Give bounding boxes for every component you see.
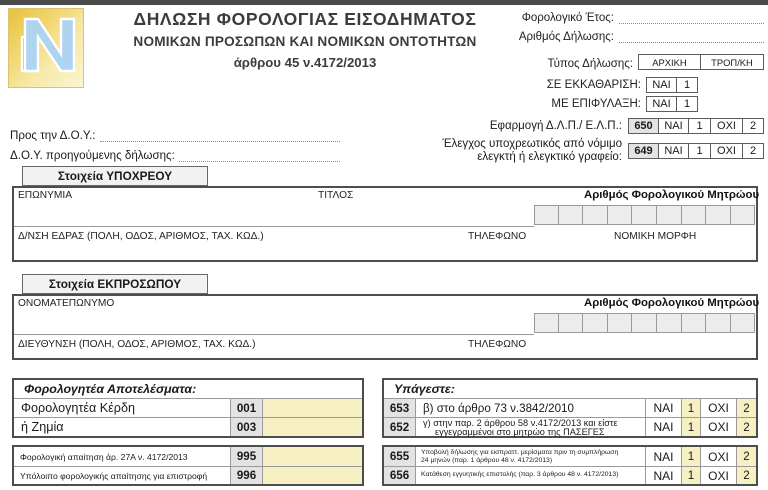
declaration-type-row — [512, 51, 764, 70]
reservation-options — [646, 96, 698, 112]
liquidation-row — [512, 76, 764, 94]
obligor-afm-grid[interactable] — [534, 205, 755, 225]
afm-cell[interactable] — [632, 313, 657, 333]
tax-claim-27a-label: Φορολογική απαίτηση άρ. 27Α ν. 4172/2013 — [14, 447, 231, 467]
obligor-legalform-label: ΝΟΜΙΚΗ ΜΟΡΦΗ — [614, 231, 697, 242]
mandatory-audit-options — [628, 143, 764, 159]
declaration-number-row — [512, 27, 764, 46]
submission-code-655: 655 — [384, 447, 416, 467]
submission-655-yes[interactable]: ΝΑΙ — [646, 447, 682, 467]
representative-divider — [14, 334, 534, 335]
declaration-type-label: Τύπος Δήλωσης: — [547, 58, 633, 70]
subject-to-653-no[interactable]: ΟΧΙ — [701, 399, 737, 418]
mandatory-audit-label-line2: ελεγκτή ή ελεγκτικό γραφείο: — [477, 151, 622, 163]
submission-code-656: 656 — [384, 467, 416, 484]
form-title-line3: άρθρου 45 ν.4172/2013 — [233, 55, 377, 70]
subject-to-652-label-line1: γ) στην παρ. 2 άρθρου 58 ν.4172/2013 και είστε — [423, 418, 618, 428]
obligor-address-label: Δ/ΝΣΗ ΕΔΡΑΣ (ΠΟΛΗ, ΟΔΟΣ, ΑΡΙΘΜΟΣ, ΤΑΧ. ΚΩΔ.) — [18, 231, 264, 242]
mandatory-audit-yes[interactable]: ΝΑΙ — [658, 143, 688, 159]
doy-previous-label: Δ.Ο.Υ. προηγούμενης δήλωσης: — [10, 149, 175, 162]
obligor-title-label: ΤΙΤΛΟΣ — [318, 190, 354, 201]
submission-655-label-line1: Υποβολή δήλωσης για εισπραττ. μερίσματα πριν τη συμπλήρωση — [421, 449, 619, 456]
submission-655-no-code[interactable]: 2 — [737, 447, 756, 467]
subject-to-653-no-code[interactable]: 2 — [737, 399, 756, 418]
declaration-type-options — [638, 54, 764, 70]
declaration-type-amended-option[interactable]: ΤΡΟΠ/ΚΗ — [700, 54, 764, 70]
table-row — [14, 399, 362, 418]
table-row — [14, 467, 362, 484]
mandatory-audit-no-code[interactable]: 2 — [742, 143, 764, 159]
subject-to-652-yes[interactable]: ΝΑΙ — [646, 418, 682, 436]
obligor-phone-label: ΤΗΛΕΦΩΝΟ — [468, 231, 527, 242]
subject-to-table — [382, 378, 758, 438]
doy-current-row — [10, 122, 340, 142]
subject-to-652-label-line2: εγγεγραμμένοι στο μητρώο της ΠΑΣΕΓΕΣ — [435, 427, 605, 438]
subject-to-653-label: β) στο άρθρο 73 ν.3842/2010 — [416, 399, 646, 418]
tax-year-input[interactable] — [619, 12, 764, 24]
afm-cell[interactable] — [559, 313, 584, 333]
dlp-elp-no-code[interactable]: 2 — [742, 118, 764, 134]
afm-cell[interactable] — [559, 205, 584, 225]
afm-cell[interactable] — [731, 313, 756, 333]
obligor-afm-label: Αριθμός Φορολογικού Μητρώου — [584, 189, 760, 201]
declaration-type-initial-option[interactable]: ΑΡΧΙΚΗ — [638, 54, 700, 70]
liquidation-yes-cell[interactable]: ΝΑΙ — [646, 77, 676, 93]
liquidation-options — [646, 77, 698, 93]
taxable-profit-label: Φορολογητέα Κέρδη — [14, 399, 231, 418]
doy-fields — [10, 122, 340, 162]
tax-claim-refund-label: Υπόλοιπο φορολογικής απαίτησης για επιστροφή — [14, 467, 231, 484]
taxable-results-title: Φορολογητέα Αποτελέσματα: — [14, 380, 362, 399]
subject-to-652-yes-code[interactable]: 1 — [682, 418, 701, 436]
obligor-name-label: ΕΠΩΝΥΜΙΑ — [18, 190, 73, 201]
afm-cell[interactable] — [682, 313, 707, 333]
taxable-results-table — [12, 378, 364, 438]
table-row — [384, 418, 756, 436]
submission-655-yes-code[interactable]: 1 — [682, 447, 701, 467]
submission-656-label: Κατάθεση εγγυητικής επιστολής (παρ. 3 άρθρου 48 ν. 4172/2013) — [416, 467, 646, 484]
mandatory-audit-no[interactable]: ΟΧΙ — [710, 143, 742, 159]
representative-address-label: ΔΙΕΥΘΥΝΣΗ (ΠΟΛΗ, ΟΔΟΣ, ΑΡΙΘΜΟΣ, ΤΑΧ. ΚΩΔ.) — [18, 339, 256, 350]
afm-cell[interactable] — [608, 313, 633, 333]
doy-previous-input[interactable] — [179, 150, 340, 162]
subject-to-code-652: 652 — [384, 418, 416, 436]
taxable-loss-label: ή Ζημία — [14, 418, 231, 436]
representative-afm-grid[interactable] — [534, 313, 755, 333]
representative-section-tab: Στοιχεία ΕΚΠΡΟΣΩΠΟΥ — [22, 274, 208, 294]
tax-claim-refund-code: 996 — [231, 467, 263, 484]
afm-cell[interactable] — [534, 205, 559, 225]
afm-cell[interactable] — [608, 205, 633, 225]
doy-current-input[interactable] — [100, 130, 340, 142]
reservation-label: ΜΕ ΕΠΙΦΥΛΑΞΗ: — [551, 98, 641, 110]
submission-656-yes[interactable]: ΝΑΙ — [646, 467, 682, 484]
subject-to-653-yes[interactable]: ΝΑΙ — [646, 399, 682, 418]
mandatory-audit-label-line1: Έλεγχος υποχρεωτικός από νόμιμο — [442, 138, 622, 150]
application-checks — [330, 118, 764, 168]
doy-previous-row — [10, 142, 340, 162]
submission-655-no[interactable]: ΟΧΙ — [701, 447, 737, 467]
submissions-table — [382, 445, 758, 486]
afm-cell[interactable] — [632, 205, 657, 225]
submission-656-no[interactable]: ΟΧΙ — [701, 467, 737, 484]
tax-claim-27a-code: 995 — [231, 447, 263, 467]
tax-claim-table — [12, 445, 364, 486]
logo-letters-icon — [9, 9, 85, 89]
submission-656-no-code[interactable]: 2 — [737, 467, 756, 484]
mandatory-audit-label — [442, 138, 628, 164]
taxable-profit-value[interactable] — [263, 399, 362, 418]
table-row — [14, 380, 362, 399]
form-title-line2: ΝΟΜΙΚΩΝ ΠΡΟΣΩΠΩΝ ΚΑΙ ΝΟΜΙΚΩΝ ΟΝΤΟΤΗΤΩΝ — [133, 34, 477, 49]
afm-cell[interactable] — [583, 205, 608, 225]
taxable-loss-value[interactable] — [263, 418, 362, 436]
reservation-yes-cell[interactable]: ΝΑΙ — [646, 96, 676, 112]
declaration-number-label: Αριθμός Δήλωσης: — [518, 30, 614, 43]
submission-656-yes-code[interactable]: 1 — [682, 467, 701, 484]
subject-to-653-yes-code[interactable]: 1 — [682, 399, 701, 418]
obligor-divider — [14, 226, 534, 227]
mandatory-audit-row — [330, 138, 764, 164]
subject-to-code-653: 653 — [384, 399, 416, 418]
tax-year-label: Φορολογικό Έτος: — [521, 11, 614, 24]
window-title-bar — [0, 0, 768, 5]
taxable-loss-code: 003 — [231, 418, 263, 436]
dlp-elp-no[interactable]: ΟΧΙ — [710, 118, 742, 134]
dlp-elp-yes[interactable]: ΝΑΙ — [658, 118, 688, 134]
tax-claim-27a-value[interactable] — [263, 447, 362, 467]
representative-phone-label: ΤΗΛΕΦΩΝΟ — [468, 339, 527, 350]
liquidation-label: ΣΕ ΕΚΚΑΘΑΡΙΣΗ: — [546, 79, 641, 91]
organization-logo — [8, 8, 84, 88]
liquidation-code-cell[interactable]: 1 — [676, 77, 698, 93]
afm-cell[interactable] — [731, 205, 756, 225]
afm-cell[interactable] — [534, 313, 559, 333]
dlp-elp-label: Εφαρμογή Δ.Λ.Π./ Ε.Λ.Π.: — [489, 119, 622, 132]
afm-cell[interactable] — [706, 205, 731, 225]
dlp-elp-row — [330, 118, 764, 134]
afm-cell[interactable] — [682, 205, 707, 225]
table-row — [14, 447, 362, 467]
tax-year-row — [512, 8, 764, 27]
dlp-elp-code-650: 650 — [628, 118, 658, 134]
reservation-row — [512, 95, 764, 113]
afm-cell[interactable] — [706, 313, 731, 333]
representative-afm-label: Αριθμός Φορολογικού Μητρώου — [584, 297, 760, 309]
tax-claim-refund-value[interactable] — [263, 467, 362, 484]
subject-to-title: Υπάγεστε: — [384, 380, 756, 399]
table-row — [384, 380, 756, 399]
form-title-line1: ΔΗΛΩΣΗ ΦΟΡΟΛΟΓΙΑΣ ΕΙΣΟΔΗΜΑΤΟΣ — [133, 9, 477, 29]
representative-name-label: ΟΝΟΜΑΤΕΠΩΝΥΜΟ — [18, 298, 115, 309]
afm-cell[interactable] — [657, 313, 682, 333]
table-row — [14, 418, 362, 436]
doy-current-label: Προς την Δ.Ο.Υ.: — [10, 129, 96, 142]
afm-cell[interactable] — [583, 313, 608, 333]
table-row — [384, 447, 756, 467]
reservation-code-cell[interactable]: 1 — [676, 96, 698, 112]
subject-to-652-no[interactable]: ΟΧΙ — [701, 418, 737, 436]
mandatory-audit-code-649: 649 — [628, 143, 658, 159]
table-row — [384, 467, 756, 484]
dlp-elp-options — [628, 118, 764, 134]
mandatory-audit-yes-code[interactable]: 1 — [688, 143, 710, 159]
table-row — [384, 399, 756, 418]
form-title-block — [95, 8, 515, 72]
declaration-number-input[interactable] — [619, 31, 764, 43]
submission-655-label-line2: 24 μηνών (παρ. 1 άρθρου 48 ν. 4172/2013) — [421, 457, 553, 465]
taxable-profit-code: 001 — [231, 399, 263, 418]
obligor-section-tab: Στοιχεία ΥΠΟΧΡΕΟΥ — [22, 166, 208, 186]
subject-to-652-no-code[interactable]: 2 — [737, 418, 756, 436]
afm-cell[interactable] — [657, 205, 682, 225]
dlp-elp-yes-code[interactable]: 1 — [688, 118, 710, 134]
header-fields — [512, 8, 764, 113]
